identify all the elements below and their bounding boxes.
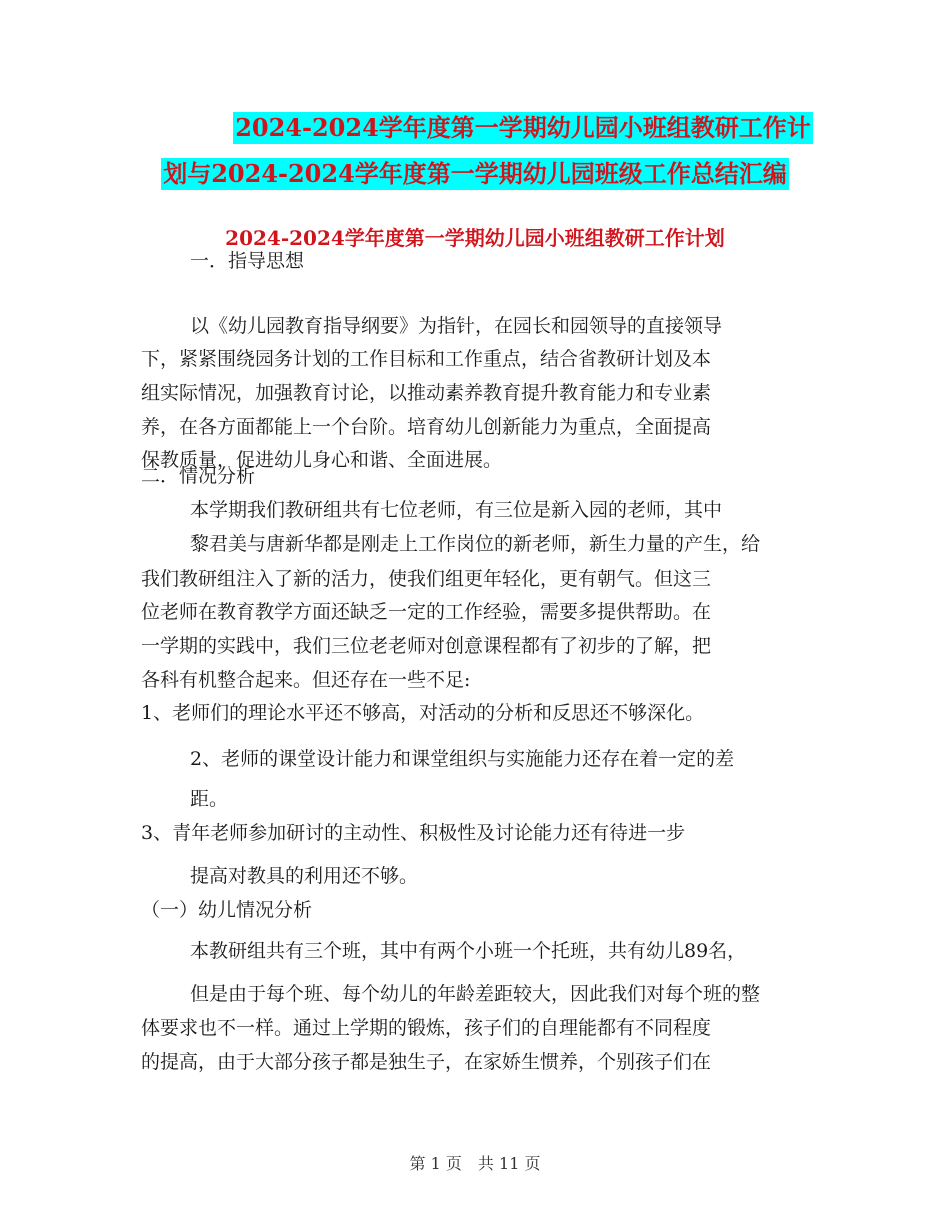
paragraph-line: 以《幼儿园教育指导纲要》为指针，在园长和园领导的直接领导: [190, 315, 723, 337]
document-title-line-1: [0, 112, 950, 144]
paragraph-line: 体要求也不一样。通过上学期的锻炼，孩子们的自理能都有不同程度: [141, 1017, 712, 1039]
list-item-2: 距。: [190, 788, 229, 810]
list-item-3-cont: （一）幼儿情况分析: [141, 899, 313, 921]
footer-total-pages: 11: [499, 1154, 520, 1173]
heading-situation-analysis: 本学期我们教研组共有七位老师，有三位是新入园的老师，其中: [190, 499, 723, 521]
section-title: 2024-2024学年度第一学期幼儿园小班组教研工作计划: [225, 226, 725, 250]
paragraph-line: 保教质量，促进幼儿身心和谐、全面进展。: [141, 449, 503, 471]
footer-prefix: 第: [409, 1154, 426, 1173]
paragraph-line: 养，在各方面都能上一个台阶。培育幼儿创新能力为重点，全面提高: [141, 416, 712, 438]
footer-current-page: 1: [430, 1154, 441, 1173]
paragraph-line: 但是由于每个班、每个幼儿的年龄差距较大，因此我们对每个班的整: [190, 983, 761, 1005]
paragraph-line: 我们教研组注入了新的活力，使我们组更年轻化，更有朝气。但这三: [141, 568, 712, 590]
paragraph-line: 二．情况分析: [141, 465, 256, 487]
paragraph-line: 各科有机整合起来。但还存在一些不足:: [141, 669, 471, 691]
title-highlight-2: 划与2024-2024学年度第一学期幼儿园班级工作总结汇编: [163, 159, 787, 188]
paragraph-line: 下，紧紧围绕园务计划的工作目标和工作重点，结合省教研计划及本: [141, 348, 712, 370]
heading-guiding-thought: 一．指导思想: [190, 250, 305, 272]
paragraph-line: 黎君美与唐新华都是刚走上工作岗位的新老师，新生力量的产生，给: [190, 533, 761, 555]
list-item-2-cont: 3、青年老师参加研讨的主动性、积极性及讨论能力还有待进一步: [141, 822, 686, 844]
paragraph-line: 组实际情况，加强教育讨论，以推动素养教育提升教育能力和专业素: [141, 382, 712, 404]
list-item-3: 提高对教具的利用还不够。: [190, 865, 419, 887]
footer-mid: 页 共: [445, 1154, 494, 1173]
list-item-1: 2、老师的课堂设计能力和课堂组织与实施能力还存在着一定的差: [190, 748, 735, 770]
paragraph-line: 的提高，由于大部分孩子都是独生子，在家娇生惯养，个别孩子们在: [141, 1051, 712, 1073]
document-title-line-2: [0, 158, 950, 190]
subheading-children-analysis: 本教研组共有三个班，其中有两个小班一个托班，共有幼儿89名，: [190, 940, 747, 962]
page-footer: [0, 1153, 950, 1175]
paragraph-line: 1、老师们的理论水平还不够高，对活动的分析和反思还不够深化。: [141, 702, 705, 724]
paragraph-line: 一学期的实践中，我们三位老老师对创意课程都有了初步的了解，把: [141, 635, 712, 657]
footer-suffix: 页: [524, 1154, 541, 1173]
title-highlight-1: 2024-2024学年度第一学期幼儿园小班组教研工作计: [235, 113, 811, 142]
paragraph-line: 位老师在教育教学方面还缺乏一定的工作经验，需要多提供帮助。在: [141, 601, 712, 623]
